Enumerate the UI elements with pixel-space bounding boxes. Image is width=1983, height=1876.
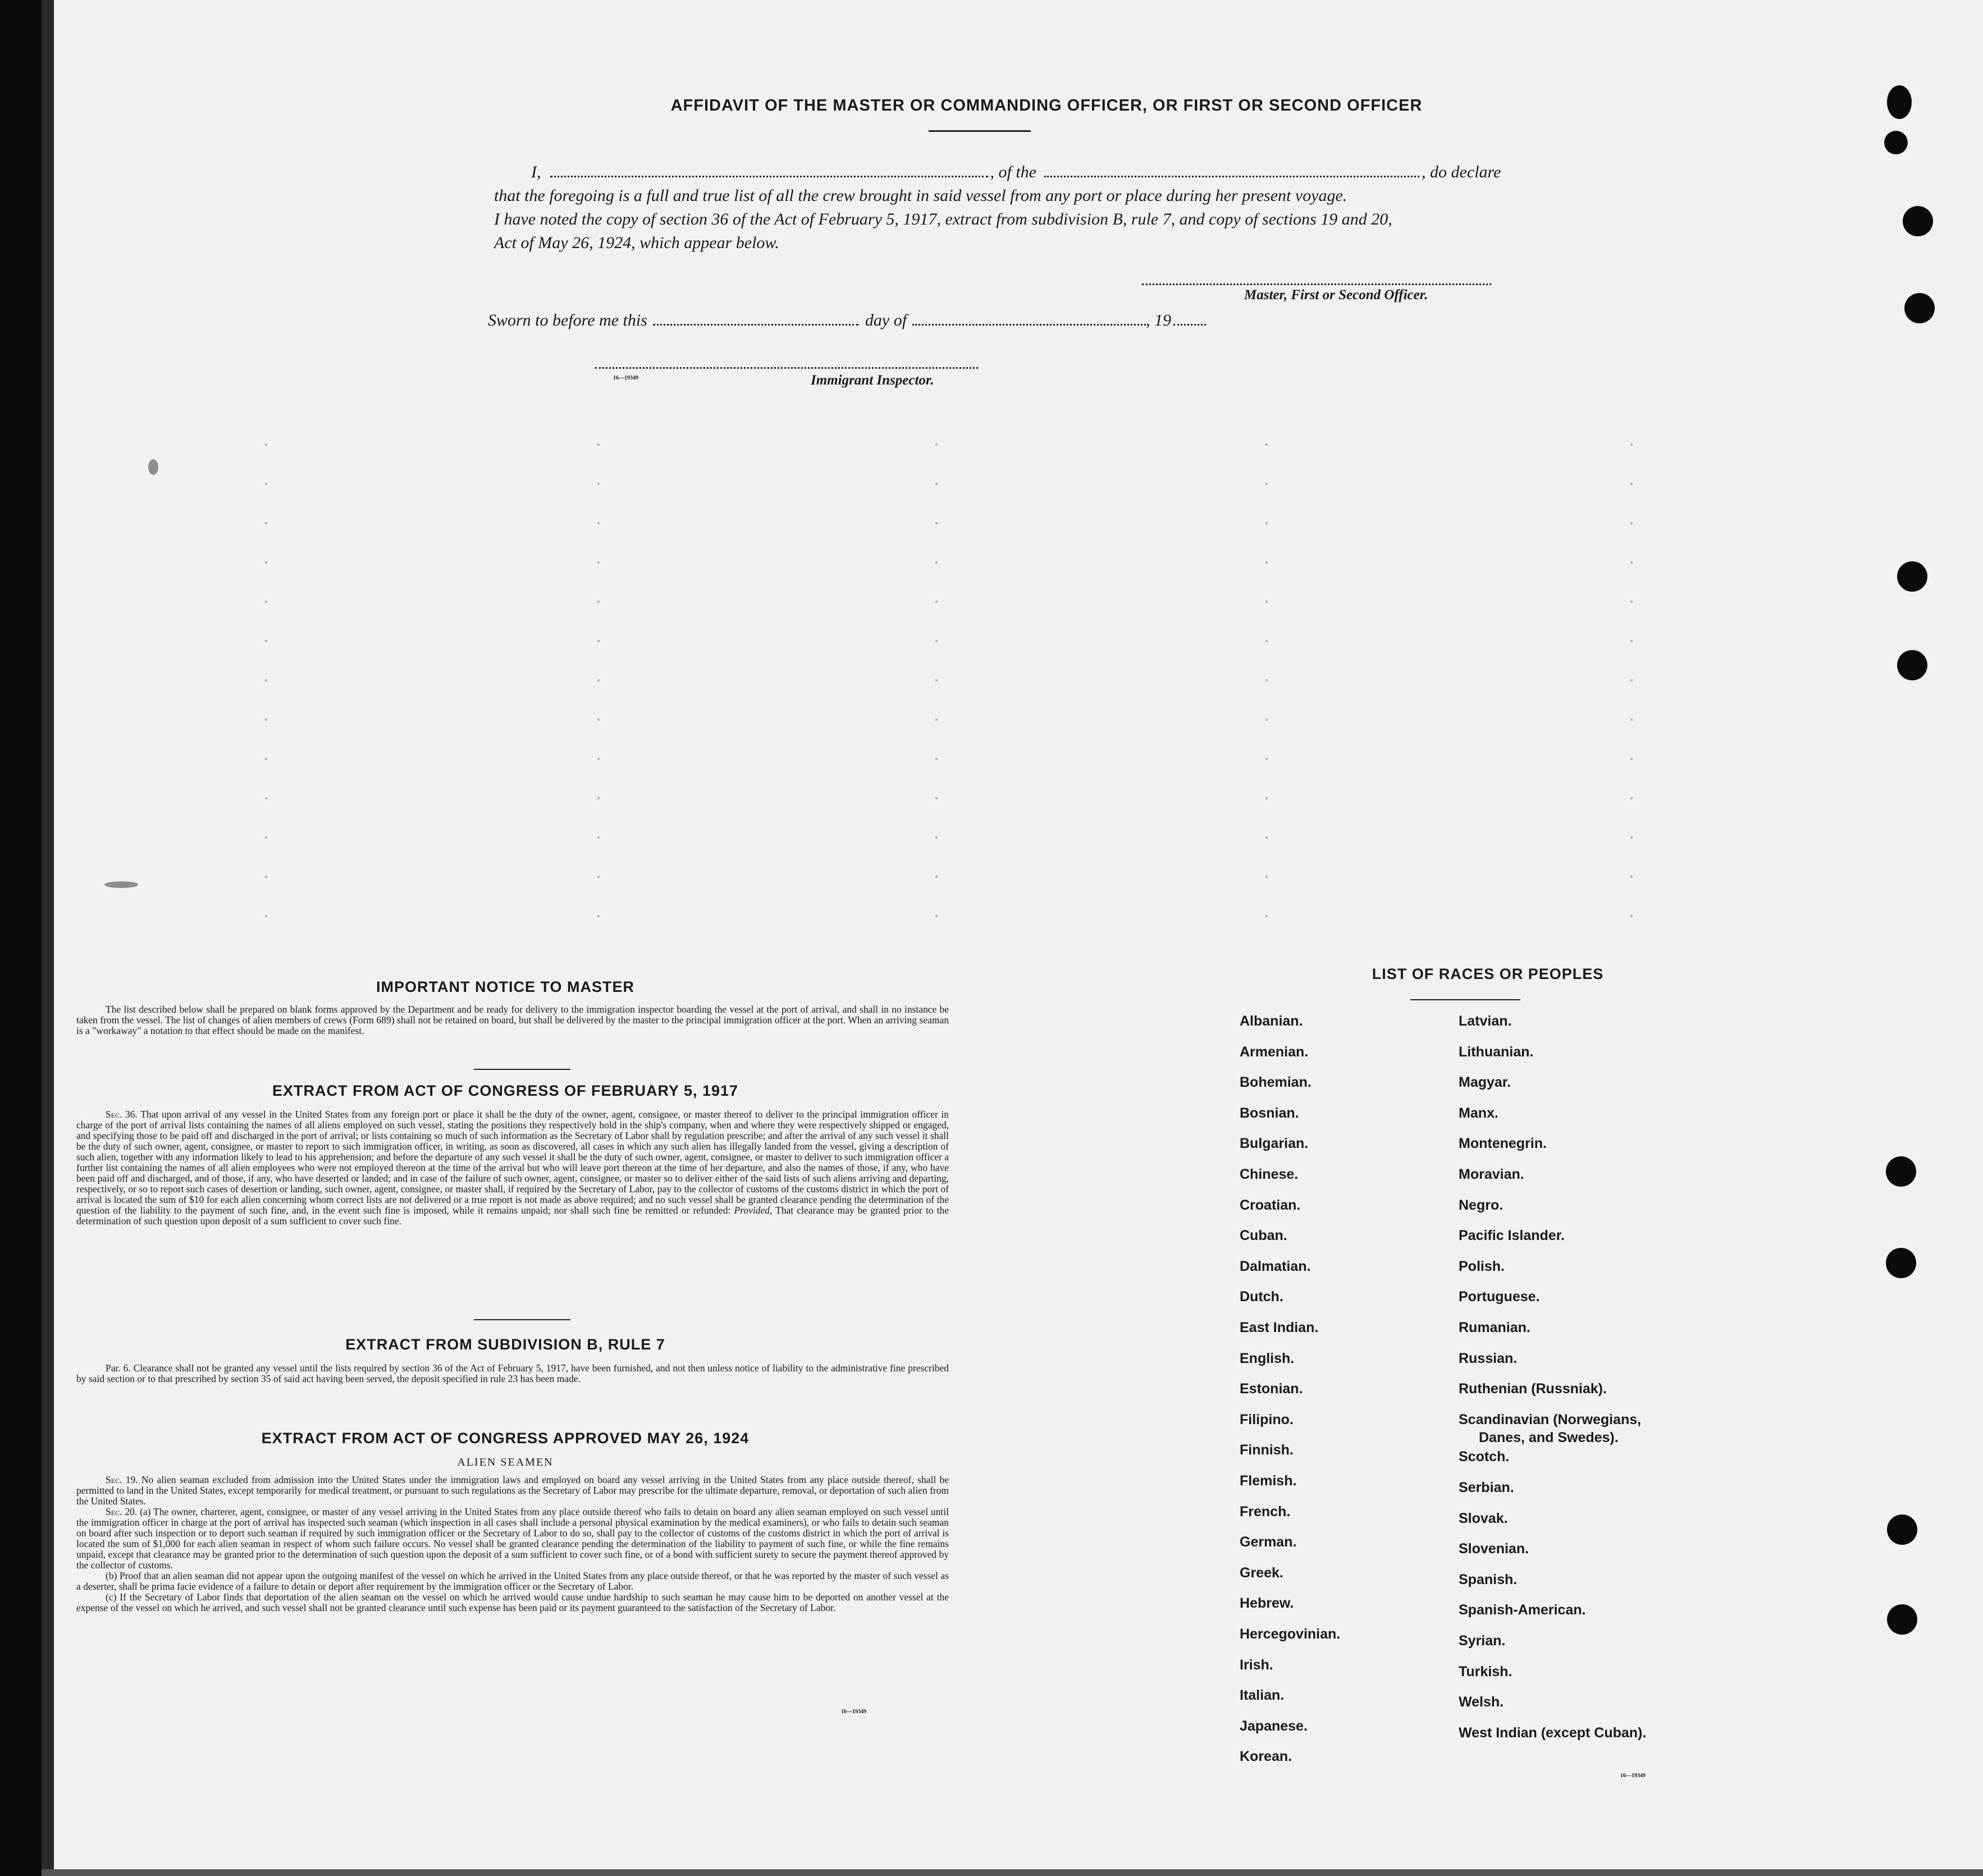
ghost-column-dots bbox=[1265, 443, 1268, 926]
race-item: Dalmatian. bbox=[1240, 1258, 1311, 1274]
declaration-line-3: I have noted the copy of section 36 of the Act of February 5, 1917, extract from subdivision B, rule 7, and copy of sections 19 and 20, bbox=[494, 210, 1392, 228]
binder-hole bbox=[1884, 131, 1908, 154]
race-item: Spanish. bbox=[1459, 1571, 1518, 1587]
race-item: Croatian. bbox=[1240, 1197, 1301, 1213]
race-item: Chinese. bbox=[1240, 1166, 1299, 1182]
race-item: Turkish. bbox=[1459, 1663, 1513, 1680]
provided-label: Provided, bbox=[734, 1205, 773, 1216]
race-item: Bohemian. bbox=[1240, 1074, 1312, 1091]
affidavit-title: AFFIDAVIT OF THE MASTER OR COMMANDING OFFICER, OR FIRST OR SECOND OFFICER bbox=[670, 97, 1423, 115]
sworn-prefix: Sworn to before me this bbox=[488, 311, 647, 330]
title-rule bbox=[929, 130, 1031, 132]
race-item: Serbian. bbox=[1459, 1480, 1514, 1495]
sec19-paragraph bbox=[76, 1475, 949, 1507]
race-item: Ruthenian (Russniak). bbox=[1459, 1381, 1607, 1397]
race-item: Danes, and Swedes). bbox=[1479, 1429, 1619, 1445]
section-rule bbox=[474, 1069, 570, 1070]
race-item: Korean. bbox=[1240, 1749, 1292, 1765]
race-item: Flemish. bbox=[1240, 1473, 1297, 1489]
ghost-column-dots bbox=[935, 443, 938, 926]
sworn-year: , 19 bbox=[1146, 311, 1172, 330]
race-item: Latvian. bbox=[1459, 1013, 1512, 1029]
race-item: Lithuanian. bbox=[1459, 1044, 1534, 1060]
binder-hole bbox=[1886, 1248, 1916, 1278]
race-item: Hercegovinian. bbox=[1240, 1626, 1341, 1642]
binder-hole bbox=[1886, 1156, 1916, 1187]
sworn-month-blank[interactable] bbox=[912, 310, 1146, 326]
notice-text bbox=[76, 1004, 949, 1036]
race-item: West Indian (except Cuban). bbox=[1459, 1724, 1647, 1741]
race-item: Finnish. bbox=[1240, 1442, 1294, 1458]
race-item: English. bbox=[1240, 1350, 1295, 1366]
race-item: Manx. bbox=[1459, 1105, 1498, 1121]
race-item: Filipino. bbox=[1240, 1411, 1294, 1427]
race-item: Syrian. bbox=[1459, 1633, 1506, 1649]
race-item: Pacific Islander. bbox=[1459, 1228, 1565, 1244]
race-item: Russian. bbox=[1459, 1350, 1518, 1366]
race-item: Slovenian. bbox=[1459, 1541, 1529, 1557]
sec36-label: Sec. 36. bbox=[106, 1109, 138, 1120]
master-caption: Master, First or Second Officer. bbox=[1244, 287, 1428, 303]
name-blank[interactable] bbox=[550, 162, 988, 177]
rule7-paragraph: Par. 6. Clearance shall not be granted any vessel until the lists required by section 36 of the Act of February 5, 1917, have been furnished, and not then unless notice of liability to the administrative fine prescribed by said section or to that prescribed by section 35 of said act having been served, the deposit specified in rule 23 has been made. bbox=[76, 1362, 949, 1384]
race-item: Portuguese. bbox=[1459, 1289, 1540, 1305]
form-number-bottom-left: 16—19349 bbox=[841, 1709, 866, 1715]
race-item: Welsh. bbox=[1459, 1694, 1504, 1710]
extract-1917-heading: EXTRACT FROM ACT OF CONGRESS OF FEBRUARY 5, 1917 bbox=[272, 1082, 739, 1099]
race-item: Italian. bbox=[1240, 1687, 1285, 1704]
declaration-i: I, bbox=[531, 163, 541, 181]
notice-heading: IMPORTANT NOTICE TO MASTER bbox=[376, 978, 634, 995]
sworn-year-blank[interactable] bbox=[1173, 310, 1206, 326]
race-item: French. bbox=[1240, 1503, 1291, 1520]
race-item: Moravian. bbox=[1459, 1166, 1524, 1182]
race-item: Spanish-American. bbox=[1459, 1602, 1586, 1618]
race-item: Cuban. bbox=[1240, 1228, 1287, 1244]
declaration-line-1 bbox=[494, 161, 1550, 184]
binder-hole bbox=[1904, 293, 1935, 323]
sec20a-paragraph bbox=[76, 1507, 949, 1571]
declaration-line-4: Act of May 26, 1924, which appear below. bbox=[494, 234, 779, 252]
form-number-bottom-right: 16—19349 bbox=[1620, 1773, 1646, 1779]
master-signature-line[interactable] bbox=[1142, 283, 1491, 285]
races-heading: LIST OF RACES OR PEOPLES bbox=[1372, 966, 1604, 982]
race-item: East Indian. bbox=[1240, 1320, 1319, 1335]
sec36-text: That upon arrival of any vessel in the United States from any foreign port or place it shall be the duty of the owner, agent, consignee, or master thereof to deliver to the principal immigration officer in charge of the port of arrival lists containing the names of all aliens employed on such vessel, stating the positions they respectively hold in the ship's company, when and where they were respectively shipped or engaged, and specifying those to be paid off and discharged in the port of arrival; or lists containing so much of such information as the Secretary of Labor shall by regulation prescribe; and after the arrival of any such vessel it shall be the duty of such owner, agent, consignee, or master to report to such immigration officer, in writing, as soon as discovered, all cases in which any such alien has illegally landed from the vessel, giving a description of such alien, together with any information likely to lead to his apprehension; and before the departure of any such vessel it shall be the duty of such owner, agent, consignee, or master to deliver to such immigration officer a further list containing the names of all alien employees who were not employed thereon at the time of the arrival but who will leave port thereon at the time of her departure, and also the names of those, if any, who have been paid off and discharged, and of those, if any, who have deserted or landed; and in case of the failure of such owner, agent, consignee, or master so to deliver either of the said lists of such aliens arriving and departing, respectively, or so to report such cases of desertion or landing, such owner, agent, consignee, or master shall, if required by the Secretary of Labor, pay to the collector of customs of the customs district in which the port of arrival is located the sum of $10 for each alien concerning whom correct lists are not delivered or a true report is not made as above required; and no such vessel shall be granted clearance pending the determination of the question of the liability to the payment of such fine, and, in the event such fine is imposed, while it remains unpaid; nor shall such fine be remitted or refunded: bbox=[76, 1109, 949, 1216]
binder-hole bbox=[1903, 206, 1933, 236]
ghost-column-dots bbox=[597, 443, 600, 926]
binder-hole bbox=[1887, 1514, 1917, 1545]
race-item: Greek. bbox=[1240, 1564, 1283, 1581]
inspector-signature-line[interactable] bbox=[595, 367, 978, 369]
form-number-top: 16—19349 bbox=[613, 375, 638, 381]
document-page bbox=[42, 0, 1983, 1876]
sec20b-paragraph: (b) Proof that an alien seaman did not appear upon the outgoing manifest of the vessel on which he arrived in the United States from any place outside thereof, or that he was reported by the master of such vessel as a deserter, shall be prima facie evidence of a failure to detain or deport after requirement by the immigration officer or the Secretary of Labor. bbox=[76, 1570, 949, 1592]
extract-1924-heading: EXTRACT FROM ACT OF CONGRESS APPROVED MAY 26, 1924 bbox=[261, 1430, 750, 1447]
race-item: Montenegrin. bbox=[1459, 1136, 1547, 1152]
race-item: Bulgarian. bbox=[1240, 1136, 1309, 1152]
ink-speck bbox=[104, 881, 138, 888]
sworn-line bbox=[488, 310, 1206, 330]
race-item: Armenian. bbox=[1240, 1044, 1309, 1060]
sec20a-text: (a) The owner, charterer, agent, consignee, or master of any vessel arriving in the United States from any place outside thereof who fails to detain on board any alien seaman employed on such vessel until the immigration officer in charge at the port of arrival has inspected such seaman (which inspection in all cases shall include a personal physical examination by the medical examiners), or who fails to detain such seaman on board after such inspection or to deport such seaman if required by such immigration officer or the Secretary of Labor to do so, shall pay to the collector of customs of the customs district in which the port of arrival is located the sum of $1,000 for each alien seaman in respect of whom such failure occurs. No vessel shall be granted clearance pending the determination of the liability to payment of such fine, or while the fine remains unpaid, except that clearance may be granted prior to the determination of such question upon the deposit of a sum sufficient to cover such fine, or of a bond with sufficient surety to secure the payment thereof approved by the collector of customs. bbox=[76, 1506, 949, 1571]
race-item: Negro. bbox=[1459, 1197, 1504, 1213]
extract-1924-text bbox=[76, 1475, 949, 1613]
race-item: Dutch. bbox=[1240, 1289, 1283, 1305]
race-item: Scandinavian (Norwegians, bbox=[1459, 1411, 1642, 1427]
race-item: Scotch. bbox=[1459, 1449, 1510, 1465]
vessel-blank[interactable] bbox=[1044, 162, 1419, 177]
notice-paragraph: The list described below shall be prepared on blank forms approved by the Department and be ready for delivery to the immigration inspector boarding the vessel at the port of arrival, and shall in no instance be taken from the vessel. The list of changes of alien members of crews (Form 689) shall not be retained on board, but shall be delivered by the master to the principal immigration officer at the port. When an arriving seaman is a "workaway" a notation to that effect should be made on the manifest. bbox=[76, 1004, 949, 1036]
race-item: Slovak. bbox=[1459, 1510, 1508, 1526]
extract-1917-text bbox=[76, 1109, 949, 1227]
ghost-column-dots bbox=[1630, 443, 1633, 926]
declaration-of-the: , of the bbox=[990, 163, 1036, 181]
declaration-text bbox=[494, 161, 1550, 255]
sec19-text: No alien seaman excluded from admission into the United States under the immigration laws and employed on board any vessel arriving in the United States from any place outside thereof, shall be permitted to land in the United States, except temporarily for medical treatment, or pursuant to such regulations as the Secretary of Labor may prescribe for the ultimate departure, removal, or deportation of such alien from the United States. bbox=[76, 1474, 949, 1507]
race-item: German. bbox=[1240, 1534, 1297, 1550]
sec19-label: Sec. 19. bbox=[106, 1474, 138, 1485]
race-item: Magyar. bbox=[1459, 1074, 1511, 1091]
binder-hole bbox=[1897, 561, 1927, 592]
sworn-day-of: day of bbox=[865, 311, 907, 330]
ghost-column-dots bbox=[265, 443, 267, 926]
races-rule bbox=[1410, 999, 1520, 1000]
sworn-day-blank[interactable] bbox=[653, 310, 858, 326]
alien-seamen-subheading: ALIEN SEAMEN bbox=[457, 1456, 554, 1468]
sec36-paragraph bbox=[76, 1109, 949, 1227]
race-item: Estonian. bbox=[1240, 1381, 1303, 1397]
race-item: Albanian. bbox=[1240, 1013, 1303, 1029]
sec20-label: Sec. 20. bbox=[106, 1506, 138, 1517]
declaration-line-2: that the foregoing is a full and true list of all the crew brought in said vessel from any port or place during her present voyage. bbox=[494, 186, 1347, 205]
section-rule bbox=[474, 1319, 570, 1320]
race-item: Polish. bbox=[1459, 1258, 1505, 1274]
race-item: Hebrew. bbox=[1240, 1595, 1294, 1612]
race-item: Bosnian. bbox=[1240, 1105, 1299, 1121]
rule7-heading: EXTRACT FROM SUBDIVISION B, RULE 7 bbox=[345, 1336, 665, 1353]
provided-text: That clearance may be granted prior to the determination of such question upon deposit of a sum sufficient to cover such fine. bbox=[76, 1205, 949, 1227]
inspector-caption: Immigrant Inspector. bbox=[811, 373, 934, 388]
race-item: Rumanian. bbox=[1459, 1320, 1530, 1335]
rule7-text bbox=[76, 1363, 949, 1384]
sec20c-paragraph: (c) If the Secretary of Labor finds that deportation of the alien seaman on the vessel on which he arrived would cause undue hardship to such seaman he may cause him to be deported on another vessel at the expense of the vessel on which he arrived, and such vessel shall not be granted clearance until such expense has been paid or its payment guaranteed to the satisfaction of the Secretary of Labor. bbox=[76, 1591, 949, 1613]
binder-hole bbox=[1897, 650, 1927, 680]
race-item: Japanese. bbox=[1240, 1718, 1308, 1734]
race-item: Irish. bbox=[1240, 1657, 1273, 1673]
binder-hole bbox=[1887, 1604, 1917, 1635]
binder-hole bbox=[1887, 85, 1912, 119]
ink-speck bbox=[148, 459, 158, 475]
declaration-declare: , do declare bbox=[1422, 163, 1501, 181]
